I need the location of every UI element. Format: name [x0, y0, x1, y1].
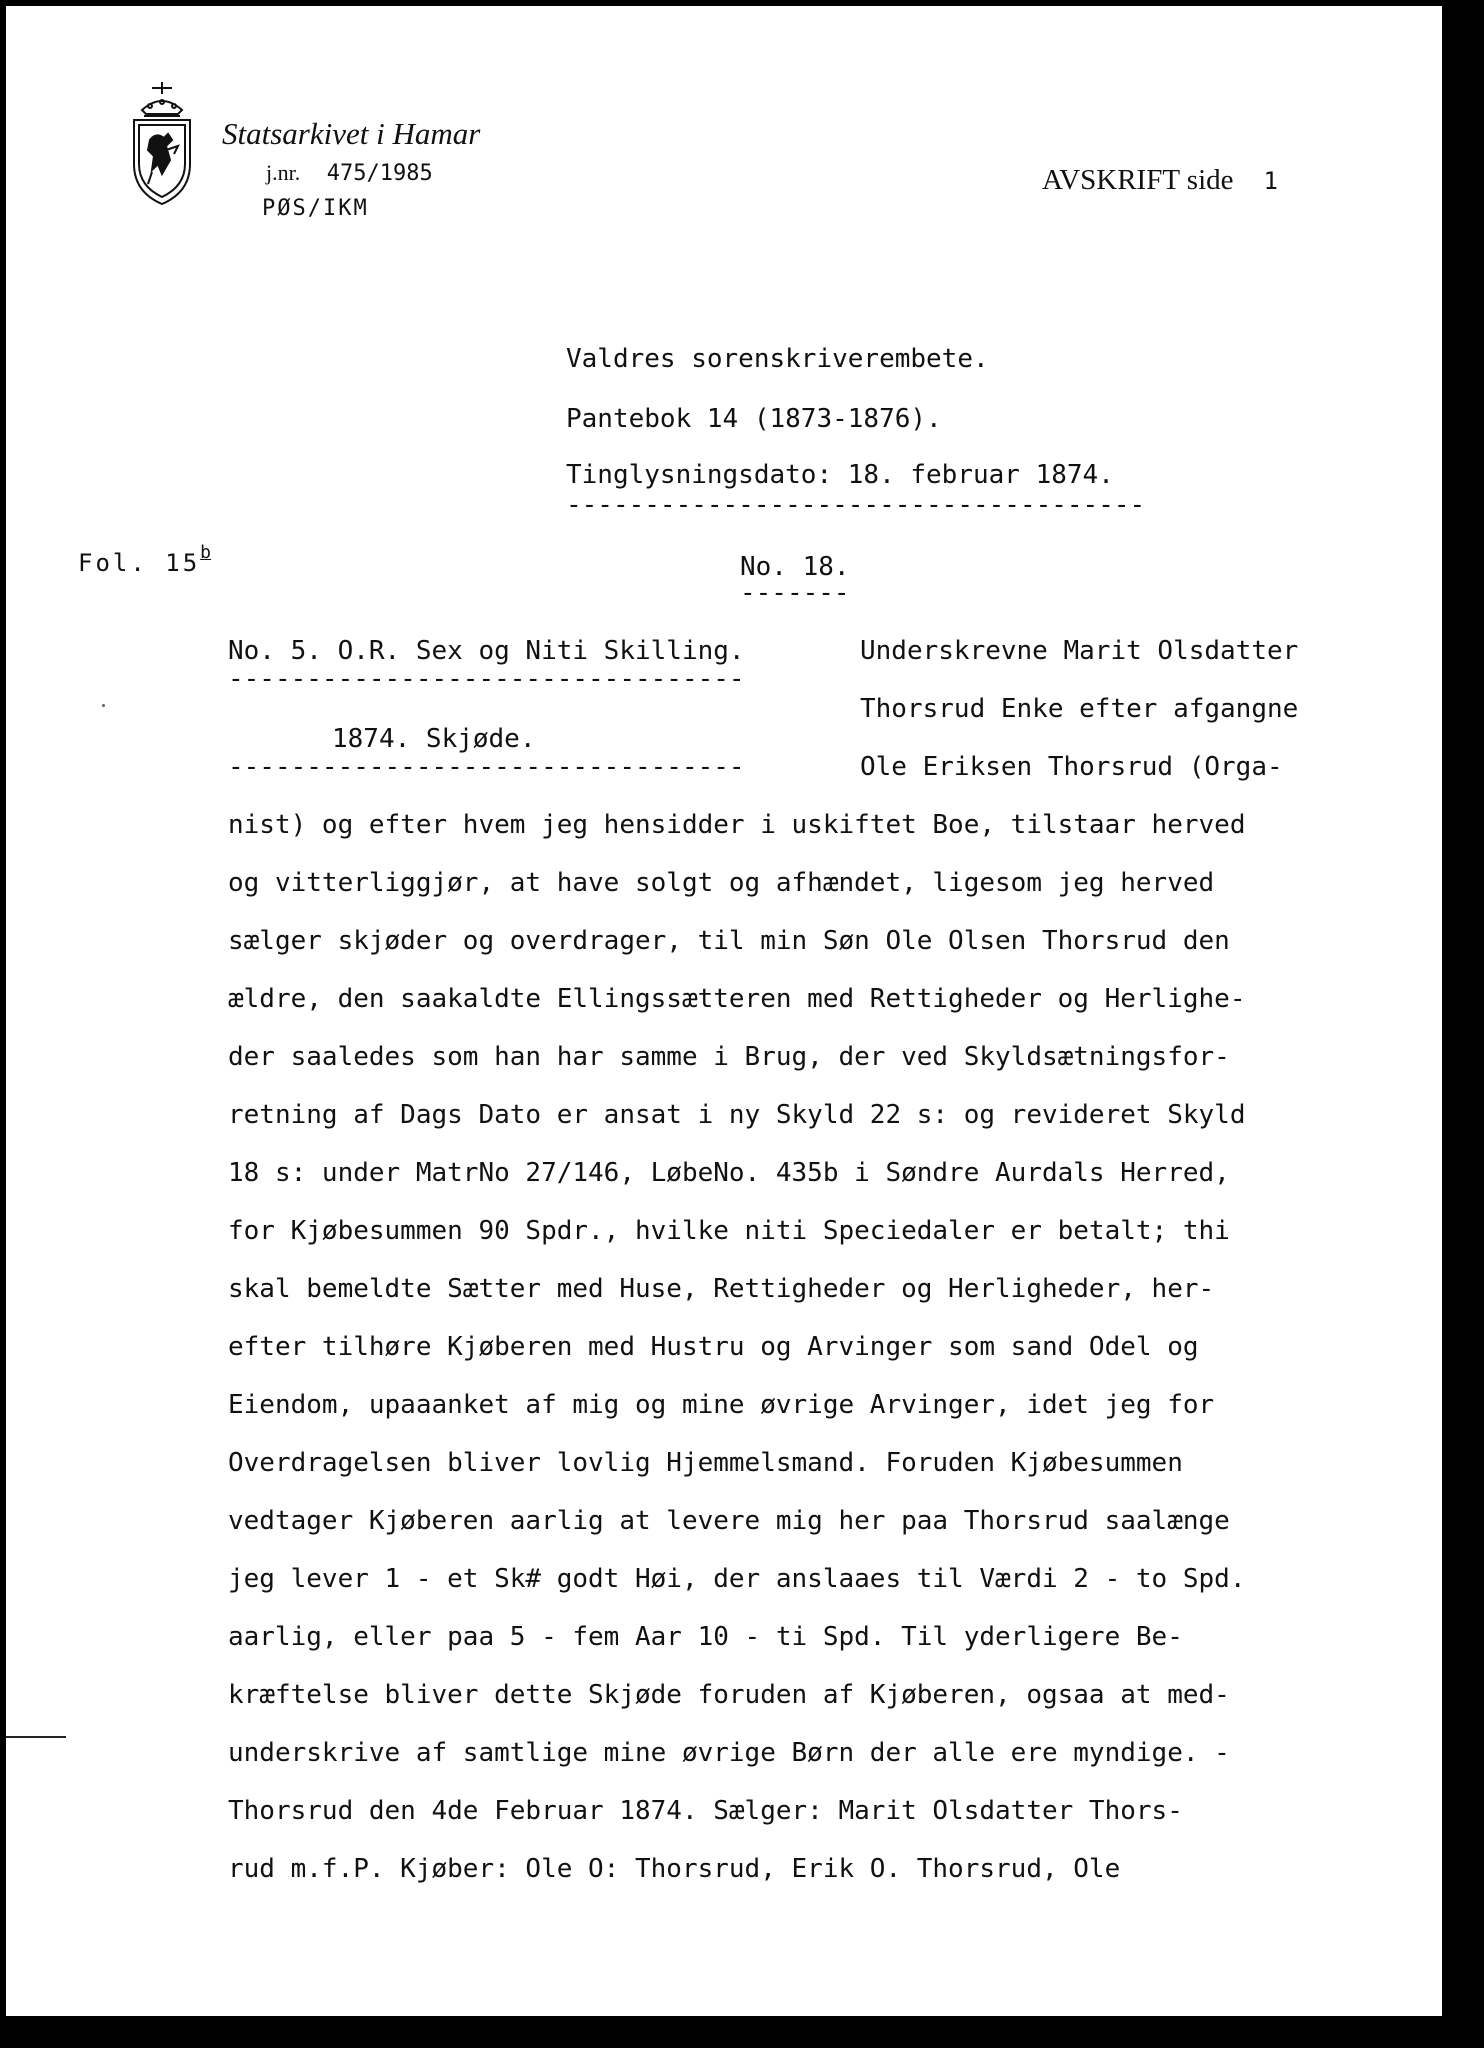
journal-number — [266, 160, 433, 186]
margin-note-type: 1874. Skjøde. — [332, 724, 536, 754]
text-line: Thorsrud Enke efter afgangne — [860, 694, 1299, 724]
margin-note-rule-1: --------------------------------- — [228, 664, 745, 694]
norwegian-coat-of-arms-icon — [122, 80, 202, 210]
folio-sup: b — [200, 542, 211, 563]
document-number: No. 18. — [740, 552, 850, 582]
text-line: og vitterliggjør, at have solgt og afhændet, ligesom jeg herved — [228, 868, 1215, 898]
avskrift-header — [1042, 164, 1278, 197]
folio-label: Fol. 15 — [78, 549, 201, 577]
text-line: 18 s: under MatrNo 27/146, LøbeNo. 435b i Søndre Aurdals Herred, — [228, 1158, 1230, 1188]
journal-number-label: j.nr. — [266, 160, 301, 185]
initials: PØS/IKM — [262, 196, 369, 221]
text-line: Eiendom, upaaanket af mig og mine øvrige Arvinger, idet jeg for — [228, 1390, 1215, 1420]
text-line: der saaledes som han har samme i Brug, der ved Skyldsætningsfor- — [228, 1042, 1230, 1072]
source-office: Valdres sorenskriverembete. — [566, 344, 989, 374]
avskrift-label: AVSKRIFT side — [1042, 164, 1234, 196]
text-line: jeg lever 1 - et Sk# godt Høi, der anslaaes til Værdi 2 - to Spd. — [228, 1564, 1246, 1594]
text-line: Thorsrud den 4de Februar 1874. Sælger: Marit Olsdatter Thors- — [228, 1796, 1183, 1826]
folio-reference — [78, 542, 211, 577]
text-line: for Kjøbesummen 90 Spdr., hvilke niti Speciedaler er betalt; thi — [228, 1216, 1230, 1246]
text-line: efter tilhøre Kjøberen med Hustru og Arvinger som sand Odel og — [228, 1332, 1199, 1362]
text-line: ældre, den saakaldte Ellingssætteren med Rettigheder og Herlighe- — [228, 984, 1246, 1014]
registration-date: Tinglysningsdato: 18. februar 1874. — [566, 460, 1114, 490]
margin-note-fee: No. 5. O.R. Sex og Niti Skilling. — [228, 636, 745, 666]
scan-speck — [102, 704, 105, 707]
source-book: Pantebok 14 (1873-1876). — [566, 404, 942, 434]
text-line: sælger skjøder og overdrager, til min Søn Ole Olsen Thorsrud den — [228, 926, 1230, 956]
page-number: 1 — [1263, 167, 1278, 195]
text-line: kræftelse bliver dette Skjøde foruden af Kjøberen, ogsaa at med- — [228, 1680, 1230, 1710]
document-page — [6, 6, 1442, 2016]
text-line: nist) og efter hvem jeg hensidder i uskiftet Boe, tilstaar herved — [228, 810, 1246, 840]
text-line: skal bemeldte Sætter med Huse, Rettigheder og Herligheder, her- — [228, 1274, 1215, 1304]
text-line: Ole Eriksen Thorsrud (Orga- — [860, 752, 1283, 782]
text-line: retning af Dags Dato er ansat i ny Skyld 22 s: og revideret Skyld — [228, 1100, 1246, 1130]
text-line: Underskrevne Marit Olsdatter — [860, 636, 1299, 666]
journal-number-value: 475/1985 — [326, 161, 433, 186]
archive-name: Statsarkivet i Hamar — [222, 116, 481, 151]
text-line: rud m.f.P. Kjøber: Ole O: Thorsrud, Erik O. Thorsrud, Ole — [228, 1854, 1121, 1884]
text-line: underskrive af samtlige mine øvrige Børn der alle ere myndige. - — [228, 1738, 1230, 1768]
text-line: Overdragelsen bliver lovlig Hjemmelsmand. Foruden Kjøbesummen — [228, 1448, 1183, 1478]
source-rule: ------------------------------------- — [566, 490, 1146, 520]
text-line: aarlig, eller paa 5 - fem Aar 10 - ti Spd. Til yderligere Be- — [228, 1622, 1183, 1652]
text-line: vedtager Kjøberen aarlig at levere mig her paa Thorsrud saalænge — [228, 1506, 1230, 1536]
margin-edge-mark — [6, 1736, 66, 1738]
margin-note-rule-2: --------------------------------- — [228, 752, 745, 782]
document-number-rule: ------- — [740, 578, 850, 608]
